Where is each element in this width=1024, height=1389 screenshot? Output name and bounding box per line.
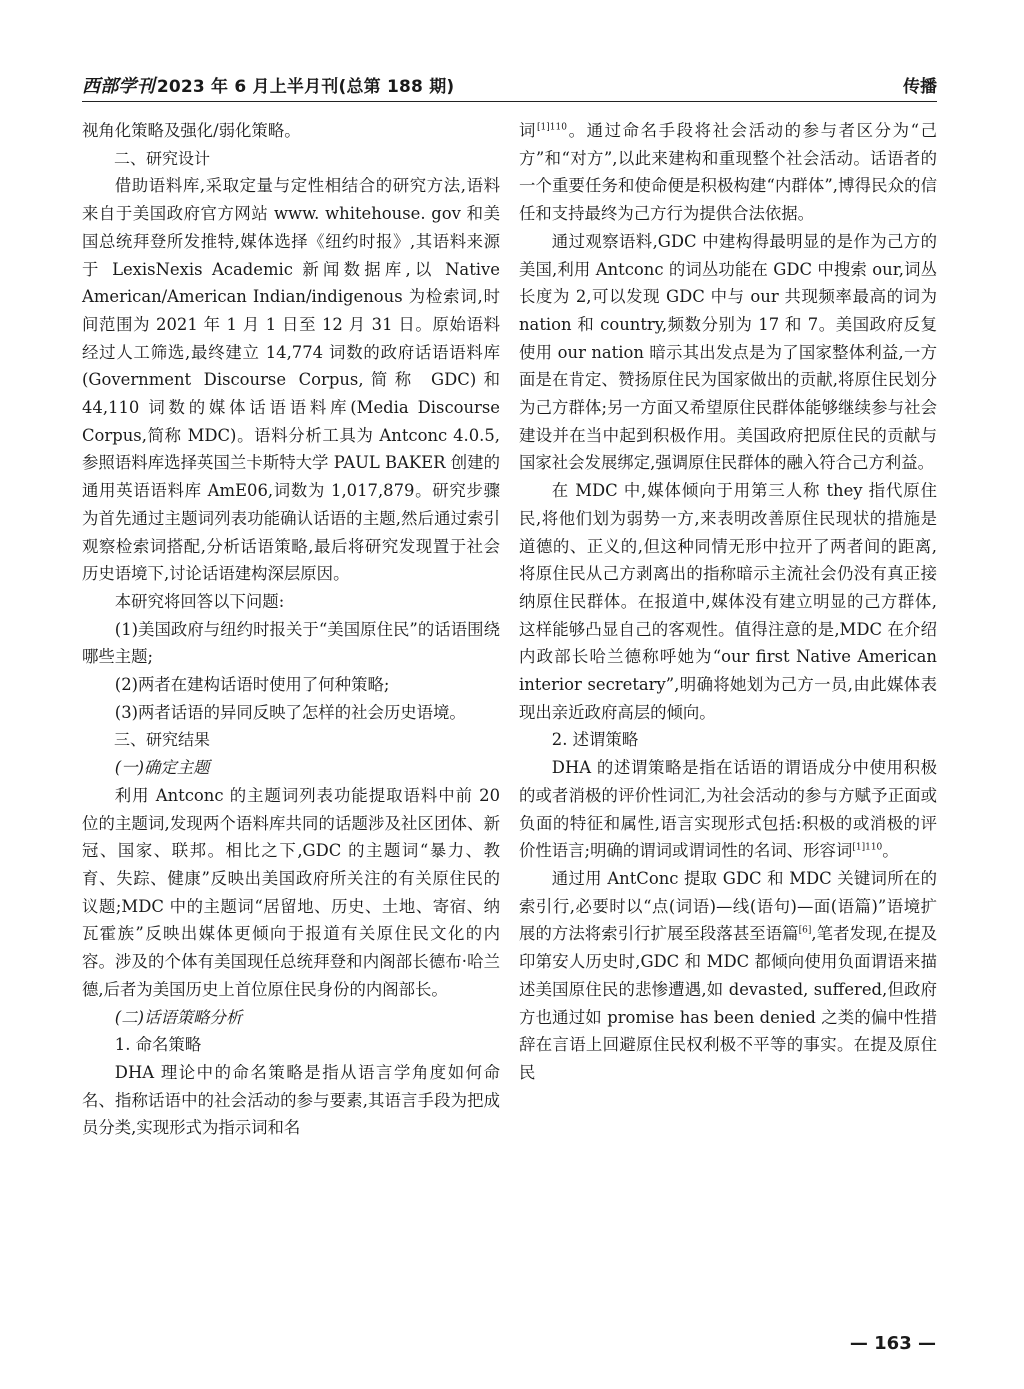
- section-label: 传播: [903, 77, 937, 97]
- paragraph: (3)两者话语的异同反映了怎样的社会历史语境。: [114, 702, 466, 722]
- running-header: [82, 72, 937, 100]
- paragraph: 1. 命名策略: [114, 1035, 202, 1055]
- journal-logo: 西部学刊: [82, 76, 155, 97]
- citation-marker: [1]110: [537, 122, 567, 133]
- paragraph: (2)两者在建构话语时使用了何种策略;: [114, 675, 390, 695]
- left-column: [82, 117, 500, 1142]
- right-column: [519, 117, 937, 1087]
- paragraph: 在 MDC 中,媒体倾向于用第三人称 they 指代原住民,将他们划为弱势一方,来表明改善原住民现状的措施是道德的、正义的,但这种同情无形中拉开了两者间的距离,将原住民从己方剥离出的指称暗示主流社会仍没有真正接纳原住民群体。在报道中,媒体没有建立明显的己方群体,这样能够凸显自己的客观性。值得注意的是,MDC 在介绍内政部长哈兰德称呼她为“our first Native American interior secretary”,明确将她划为己方一员,由此媒体表现出亲近政府高层的倾向。: [519, 481, 937, 722]
- paragraph: DHA 理论中的命名策略是指从语言学角度如何命名、指称话语中的社会活动的参与要素,其语言手段为把成员分类,实现形式为指示词和名: [82, 1062, 500, 1138]
- header-rule: [82, 101, 937, 102]
- paragraph: 借助语料库,采取定量与定性相结合的研究方法,语料来自于美国政府官方网站 www. whitehouse. gov 和美国总统拜登所发推特,媒体选择《纽约时报》,其语料来源于 LexisNexis Academic 新闻数据库,以 Native American/American Indian/indigenous 为检索词,时间范围为 2021 年 1 月 1 日至 12 月 31 日。原始语料经过人工筛选,最终建立 14,774 词数的政府话语语料库(Government Discourse Corpus,简称 GDC)和 44,110 词数的媒体话语语料库(Media Discourse Corpus,简称 MDC)。语料分析工具为 Antconc 4.0.5,参照语料库选择英国兰卡斯特大学 PAUL BAKER 创建的通用英语语料库 AmE06,词数为 1,017,879。研究步骤为首先通过主题词列表功能确认话语的主题,然后通过索引观察检索词搭配,分析话语策略,最后将研究发现置于社会历史语境下,讨论话语建构深层原因。: [82, 176, 500, 584]
- paragraph: 视角化策略及强化/弱化策略。: [82, 121, 301, 140]
- paragraph: 利用 Antconc 的主题词列表功能提取语料中前 20 位的主题词,发现两个语料库共同的话题涉及社区团体、新冠、国家、联邦。相比之下,GDC 的主题词“暴力、教育、失踪、健康”反映出美国政府所关注的有关原住民的议题;MDC 中的主题词“居留地、历史、土地、寄宿、纳瓦霍族”反映出媒体更倾向于报道有关原住民文化的内容。涉及的个体有美国现任总统拜登和内阁部长德布·哈兰德,后者为美国历史上首位原住民身份的内阁部长。: [82, 785, 500, 999]
- paragraph: 2. 述谓策略: [551, 730, 639, 750]
- paragraph: 本研究将回答以下问题:: [114, 591, 285, 611]
- paragraph: 通过用 AntConc 提取 GDC 和 MDC 关键词所在的索引行,必要时以“点(词语)—线(语句)—面(语篇)”语境扩展的方法将索引行扩展至段落甚至语篇[6],笔者发现,在提及印第安人历史时,GDC 和 MDC 都倾向使用负面谓语来描述美国原住民的悲惨遭遇,如 devasted, suffered,但政府方也通过如 promise has been denied 之类的偏中性措辞在言语上回避原住民权利极不平等的事实。在提及原住民: [519, 868, 938, 1082]
- paragraph: (1)美国政府与纽约时报关于“美国原住民”的话语围绕哪些主题;: [82, 619, 500, 667]
- section-heading: 三、研究结果: [114, 730, 211, 750]
- section-heading: 二、研究设计: [114, 148, 211, 168]
- section-heading: (二)话语策略分析: [114, 1007, 243, 1027]
- citation-marker: [6]: [798, 925, 812, 936]
- page-number: — 163 —: [849, 1333, 936, 1354]
- section-heading: (一)确定主题: [114, 758, 210, 778]
- journal-issue-line: [82, 72, 454, 98]
- paragraph: DHA 的述谓策略是指在话语的谓语成分中使用积极的或者消极的评价性词汇,为社会活动的参与方赋予正面或负面的特征和属性,语言实现形式包括:积极的或消极的评价性语言;明确的谓词或谓词性的名词、形容词$^{[1]110}$。: [519, 758, 937, 861]
- paragraph: 词$^{[1]110}$。通过命名手段将社会活动的参与者区分为“己方”和“对方”,以此来建构和重现整个社会活动。话语者的一个重要任务和使命便是积极构建“内群体”,博得民众的信任和支持最终为己方行为提供合法依据。: [519, 121, 938, 224]
- issue-info: 2023 年 6 月上半月刊(总第 188 期): [156, 77, 455, 97]
- paragraph: 通过观察语料,GDC 中建构得最明显的是作为己方的美国,利用 Antconc 的词丛功能在 GDC 中搜索 our,词丛长度为 2,可以发现 GDC 中与 our 共现频率最高的词为 nation 和 country,频数分别为 17 和 7。美国政府反复使用 our nation 暗示其出发点是为了国家整体利益,一方面是在肯定、赞扬原住民为国家做出的贡献,将原住民划分为己方群体;另一方面又希望原住民群体能够继续参与社会建设并在当中起到积极作用。美国政府把原住民的贡献与国家社会发展绑定,强调原住民群体的融入符合己方利益。: [519, 231, 937, 473]
- citation-marker: [1]110: [852, 842, 883, 853]
